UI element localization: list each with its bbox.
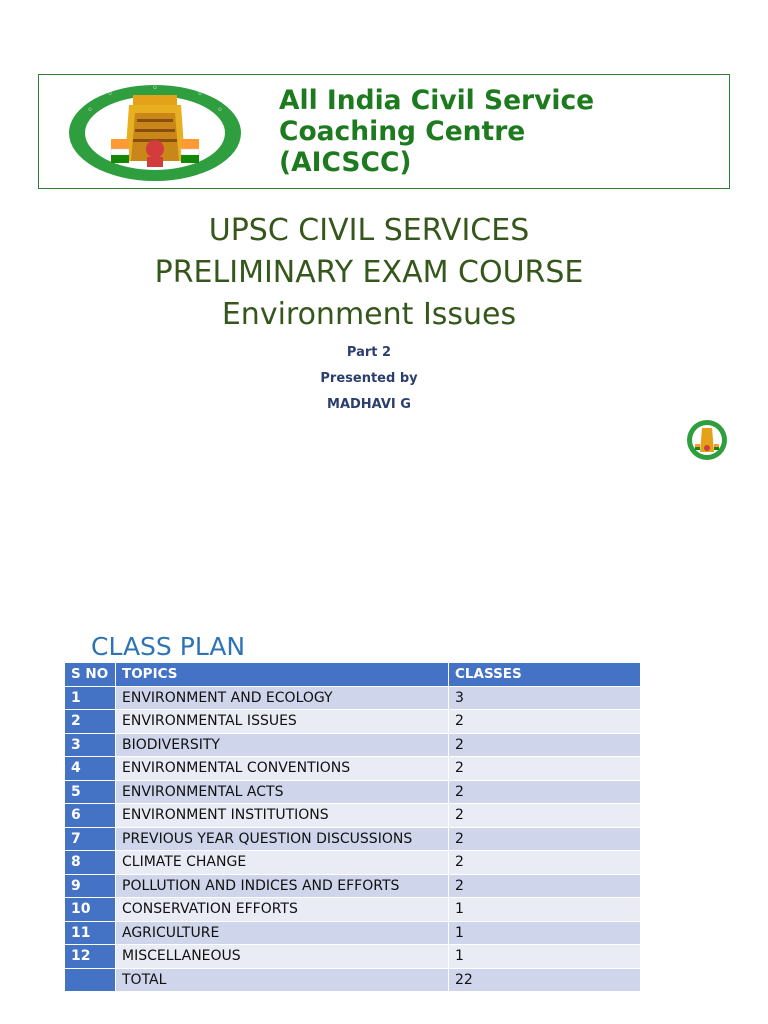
presented-by-label: Presented by	[320, 371, 418, 386]
row-sno: 3	[65, 733, 116, 757]
table-row	[65, 945, 641, 969]
row-topic: PREVIOUS YEAR QUESTION DISCUSSIONS	[116, 827, 449, 851]
presentation-details	[0, 340, 738, 418]
row-classes: 3	[449, 686, 641, 710]
row-topic: ENVIRONMENTAL ISSUES	[116, 710, 449, 734]
table-row	[65, 686, 641, 710]
row-topic: ENVIRONMENT AND ECOLOGY	[116, 686, 449, 710]
row-classes: 2	[449, 874, 641, 898]
class-plan-table	[64, 662, 641, 992]
row-sno: 2	[65, 710, 116, 734]
row-topic: ENVIRONMENTAL ACTS	[116, 780, 449, 804]
course-heading	[0, 210, 738, 336]
svg-text:◦: ◦	[217, 105, 223, 116]
row-classes: 2	[449, 851, 641, 875]
row-sno: 11	[65, 921, 116, 945]
tamil-nadu-emblem-logo	[67, 83, 243, 183]
table-row	[65, 827, 641, 851]
row-classes: 2	[449, 827, 641, 851]
row-classes: 2	[449, 804, 641, 828]
column-header-topics: TOPICS	[116, 663, 449, 687]
heading-line-1: UPSC CIVIL SERVICES	[208, 213, 530, 248]
row-classes: 1	[449, 898, 641, 922]
banner-line-2: Coaching Centre	[279, 116, 526, 147]
row-sno: 8	[65, 851, 116, 875]
row-topic: AGRICULTURE	[116, 921, 449, 945]
row-topic: CLIMATE CHANGE	[116, 851, 449, 875]
row-classes: 22	[449, 968, 641, 992]
row-topic: ENVIRONMENTAL CONVENTIONS	[116, 757, 449, 781]
svg-text:◦: ◦	[197, 89, 203, 100]
row-classes: 2	[449, 710, 641, 734]
presenter-name: MADHAVI G	[327, 397, 411, 412]
row-classes: 1	[449, 945, 641, 969]
row-topic: CONSERVATION EFFORTS	[116, 898, 449, 922]
table-total-row	[65, 968, 641, 992]
svg-text:◦: ◦	[87, 105, 93, 116]
row-classes: 2	[449, 757, 641, 781]
row-sno: 6	[65, 804, 116, 828]
table-row	[65, 733, 641, 757]
row-classes: 2	[449, 733, 641, 757]
row-classes: 1	[449, 921, 641, 945]
heading-line-3: Environment Issues	[221, 297, 517, 332]
row-topic: BIODIVERSITY	[116, 733, 449, 757]
tamil-nadu-emblem-small-icon	[686, 418, 728, 462]
row-topic: TOTAL	[116, 968, 449, 992]
row-classes: 2	[449, 780, 641, 804]
column-header-classes: CLASSES	[449, 663, 641, 687]
table-row	[65, 898, 641, 922]
table-header-row	[65, 663, 641, 687]
header-banner	[38, 74, 730, 189]
svg-text:◦: ◦	[152, 83, 158, 94]
table-row	[65, 874, 641, 898]
table-row	[65, 710, 641, 734]
class-plan-title: CLASS PLAN	[91, 632, 246, 661]
row-sno: 1	[65, 686, 116, 710]
table-row	[65, 780, 641, 804]
heading-line-2: PRELIMINARY EXAM COURSE	[154, 255, 584, 290]
svg-text:◦: ◦	[107, 89, 113, 100]
table-row	[65, 804, 641, 828]
table-row	[65, 851, 641, 875]
part-label: Part 2	[346, 345, 392, 360]
row-sno: 7	[65, 827, 116, 851]
row-topic: MISCELLANEOUS	[116, 945, 449, 969]
table-row	[65, 757, 641, 781]
table-row	[65, 921, 641, 945]
column-header-sno: S NO	[65, 663, 116, 687]
row-sno: 5	[65, 780, 116, 804]
row-sno	[65, 968, 116, 992]
row-sno: 4	[65, 757, 116, 781]
row-topic: POLLUTION AND INDICES AND EFFORTS	[116, 874, 449, 898]
row-topic: ENVIRONMENT INSTITUTIONS	[116, 804, 449, 828]
banner-line-1: All India Civil Service	[279, 85, 595, 116]
row-sno: 9	[65, 874, 116, 898]
row-sno: 12	[65, 945, 116, 969]
banner-line-3: (AICSCC)	[279, 147, 412, 178]
row-sno: 10	[65, 898, 116, 922]
banner-title	[279, 85, 724, 178]
